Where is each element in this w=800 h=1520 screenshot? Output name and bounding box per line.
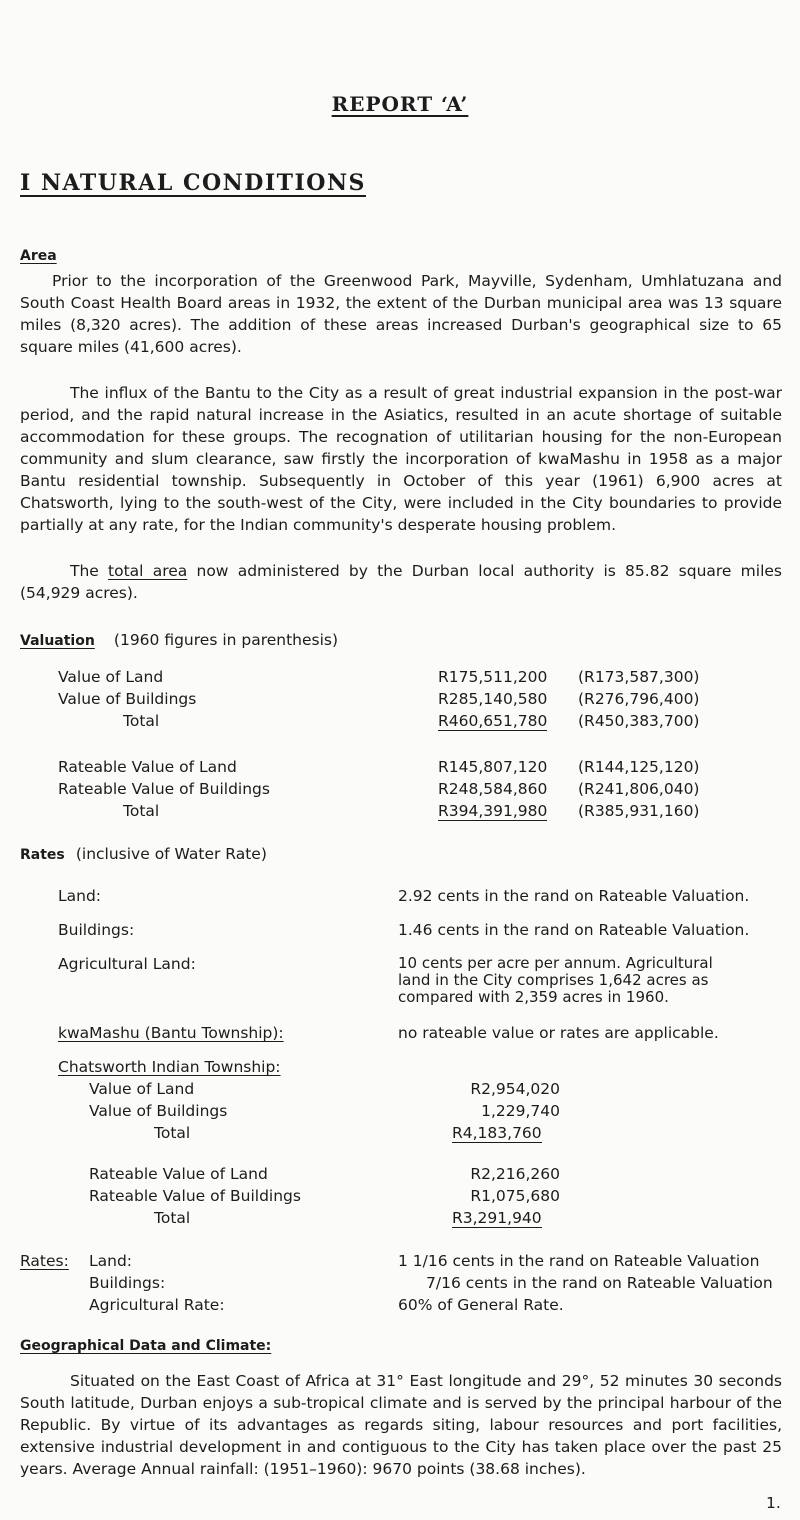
- rates-text-land: 2.92 cents in the rand on Rateable Valuation.: [398, 887, 750, 905]
- valuation-value-rateable-land: R145,807,120: [438, 758, 548, 776]
- chatsworth-rates-label-buildings: Buildings:: [89, 1274, 166, 1292]
- valuation-value-land: R175,511,200: [438, 668, 548, 686]
- rates-label-kwamashu: kwaMashu (Bantu Township):: [58, 1024, 284, 1042]
- chatsworth-label-total: Total: [154, 1124, 191, 1142]
- chatsworth-label-rateable-land: Rateable Value of Land: [89, 1165, 268, 1183]
- chatsworth-rates-text-land: 1 1/16 cents in the rand on Rateable Valuation: [398, 1252, 760, 1270]
- rates-header: [20, 844, 267, 863]
- rates-note: (inclusive of Water Rate): [75, 845, 267, 863]
- valuation-label-total: Total: [123, 712, 160, 730]
- rates-text-kwamashu: no rateable value or rates are applicable.: [398, 1024, 719, 1042]
- chatsworth-rates-text-buildings: 7/16 cents in the rand on Rateable Valuation: [426, 1274, 773, 1292]
- chatsworth-value-buildings: 1,229,740: [481, 1102, 560, 1120]
- chatsworth-label-buildings: Value of Buildings: [89, 1102, 228, 1120]
- section-heading: I NATURAL CONDITIONS: [20, 170, 366, 196]
- area-paragraph-2: The influx of the Bantu to the City as a result of great industrial expansion in the post-war period, and the rapid natural increase in the Asiatics, resulted in an acute shortage of suitable accommodation for these groups. The recognation of utilitarian housing for the non-European community and slum clearance, saw firstly the incorporation of kwaMashu in 1958 as a major Bantu residential township. Subsequently in October of this year (1961) 6,900 acres at Chatsworth, lying to the south-west of the City, were included in the City boundaries to provide partially at any rate, for the Indian community's desperate housing problem.: [20, 384, 782, 534]
- rates-text-agricultural: 10 cents per acre per annum. Agricultural land in the City comprises 1,642 acres as compared with 2,359 acres in 1960.: [398, 954, 713, 1006]
- rates-label-land: Land:: [58, 887, 102, 905]
- valuation-prev-land: (R173,587,300): [578, 668, 700, 686]
- valuation-label-rateable-buildings: Rateable Value of Buildings: [58, 780, 270, 798]
- chatsworth-value-rateable-buildings: R1,075,680: [470, 1187, 560, 1205]
- geo-paragraph: Situated on the East Coast of Africa at 31° East longitude and 29°, 52 minutes 30 seconds South latitude, Durban enjoys a sub-tropical climate and is served by the principal harbour of the Republic. By virtue of its advantages as regards siting, labour resources and port facilities, extensive industrial development in and contiguous to the City has taken place over the past 25 years. Average Annual rainfall: (1951–1960): 9670 points (38.68 inches).: [20, 1372, 782, 1478]
- area-heading: Area: [20, 248, 57, 264]
- valuation-value-rateable-total: R394,391,980: [438, 802, 548, 820]
- valuation-prev-buildings: (R276,796,400): [578, 690, 700, 708]
- valuation-heading: Valuation: [20, 633, 95, 649]
- chatsworth-rates-label-land: Land:: [89, 1252, 133, 1270]
- chatsworth-heading: Chatsworth Indian Township:: [58, 1058, 281, 1076]
- rates-heading: Rates: [20, 847, 65, 863]
- rates-label-agricultural: Agricultural Land:: [58, 955, 196, 973]
- chatsworth-rates-text-agricultural: 60% of General Rate.: [398, 1296, 564, 1314]
- chatsworth-value-land: R2,954,020: [470, 1080, 560, 1098]
- geo-heading: Geographical Data and Climate:: [20, 1338, 272, 1354]
- valuation-prev-rateable-buildings: (R241,806,040): [578, 780, 700, 798]
- valuation-prev-rateable-land: (R144,125,120): [578, 758, 700, 776]
- valuation-label-land: Value of Land: [58, 668, 164, 686]
- rates-text-buildings: 1.46 cents in the rand on Rateable Valuation.: [398, 921, 750, 939]
- chatsworth-value-rateable-total: R3,291,940: [452, 1209, 542, 1227]
- chatsworth-label-land: Value of Land: [89, 1080, 195, 1098]
- valuation-header: [20, 630, 338, 649]
- area-paragraph-1: Prior to the incorporation of the Greenwood Park, Mayville, Sydenham, Umhlatuzana and South Coast Health Board areas in 1932, the extent of the Durban municipal area was 13 square miles (8,320 acres). The addition of these areas increased Durban's geographical size to 65 square miles (41,600 acres).: [20, 272, 782, 356]
- valuation-value-rateable-buildings: R248,584,860: [438, 780, 548, 798]
- valuation-prev-rateable-total: (R385,931,160): [578, 802, 700, 820]
- rates-label-buildings: Buildings:: [58, 921, 135, 939]
- total-area-term: total area: [108, 562, 188, 580]
- report-title: REPORT ‘A’: [331, 92, 469, 116]
- area-paragraph-3: The total area now administered by the Durban local authority is 85.82 square miles (54,929 acres).: [20, 562, 782, 602]
- valuation-label-rateable-land: Rateable Value of Land: [58, 758, 237, 776]
- chatsworth-rates-label: Rates:: [20, 1252, 69, 1270]
- valuation-note: (1960 figures in parenthesis): [113, 631, 339, 649]
- valuation-label-buildings: Value of Buildings: [58, 690, 197, 708]
- chatsworth-value-total: R4,183,760: [452, 1124, 542, 1142]
- page-number: 1.: [766, 1494, 781, 1512]
- valuation-value-total: R460,651,780: [438, 712, 548, 730]
- valuation-value-buildings: R285,140,580: [438, 690, 548, 708]
- chatsworth-label-rateable-total: Total: [154, 1209, 191, 1227]
- valuation-label-rateable-total: Total: [123, 802, 160, 820]
- chatsworth-rates-label-agricultural: Agricultural Rate:: [89, 1296, 225, 1314]
- chatsworth-label-rateable-buildings: Rateable Value of Buildings: [89, 1187, 301, 1205]
- valuation-prev-total: (R450,383,700): [578, 712, 700, 730]
- chatsworth-value-rateable-land: R2,216,260: [470, 1165, 560, 1183]
